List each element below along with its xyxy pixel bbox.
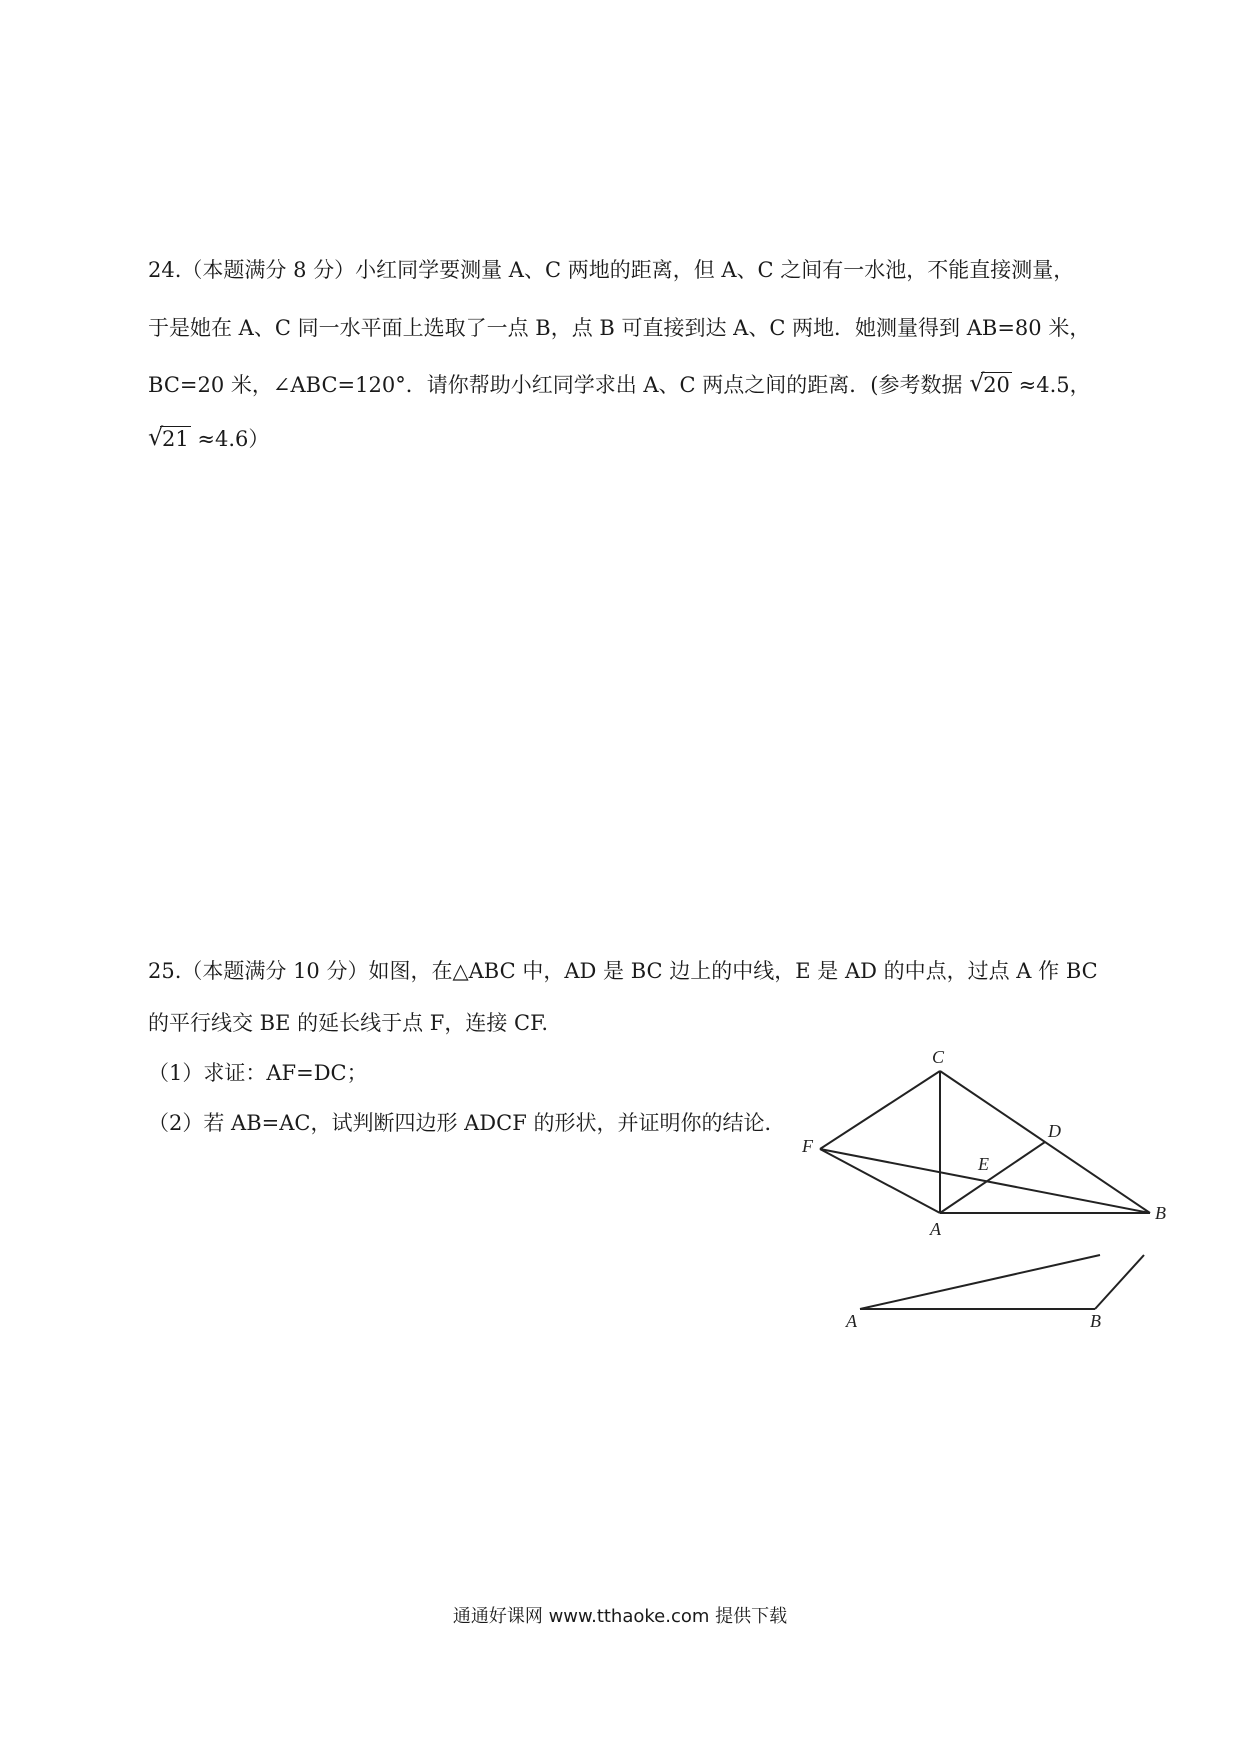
label-F: F xyxy=(802,1136,813,1156)
label-A: A xyxy=(930,1219,941,1239)
label-B: B xyxy=(1155,1203,1166,1223)
label-A-lower: A xyxy=(846,1311,857,1330)
label-E: E xyxy=(978,1154,989,1174)
sqrt-20-radicand: 20 xyxy=(983,373,1010,397)
q24-line-1: 24.（本题满分 8 分）小红同学要测量 A、C 两地的距离，但 A、C 之间有一水池，不能直接测量， xyxy=(148,258,1075,282)
sqrt-21-radicand: 21 xyxy=(162,427,189,451)
q24-line-3-approx: ≈4.5， xyxy=(1018,373,1091,397)
q25-line-2: 的平行线交 BE 的延长线于点 F，连接 CF. xyxy=(148,1011,549,1035)
segment-lower-right xyxy=(1095,1255,1144,1309)
segment-AD xyxy=(940,1142,1045,1213)
label-C: C xyxy=(932,1047,945,1067)
q24-line-4 xyxy=(148,424,269,454)
q24-line-4-approx: ≈4.6） xyxy=(197,427,270,451)
label-D: D xyxy=(1048,1121,1061,1141)
q24-line-2: 于是她在 A、C 同一水平面上选取了一点 B，点 B 可直接到达 A、C 两地．她测量得到 AB=80 米， xyxy=(148,316,1091,340)
label-B-lower: B xyxy=(1090,1311,1101,1330)
q25-part-2: （2）若 AB=AC，试判断四边形 ADCF 的形状，并证明你的结论． xyxy=(148,1111,786,1135)
segment-FA xyxy=(820,1149,940,1213)
q25-part-1: （1）求证：AF=DC； xyxy=(148,1061,368,1085)
geometry-figure xyxy=(800,1045,1190,1330)
q24-line-3-text: BC=20 米，∠ABC=120°．请你帮助小红同学求出 A、C 两点之间的距离．(参考数据 xyxy=(148,373,963,397)
q25-line-1: 25.（本题满分 10 分）如图，在△ABC 中，AD 是 BC 边上的中线，E 是 AD 的中点，过点 A 作 BC xyxy=(148,959,1098,983)
segment-CF xyxy=(820,1071,940,1149)
segment-lower-slant xyxy=(860,1255,1100,1309)
page-footer: 通通好课网 www.tthaoke.com 提供下载 xyxy=(452,1606,788,1627)
q24-line-3 xyxy=(148,370,1091,400)
sqrt-20: √ 20 xyxy=(969,369,1010,397)
sqrt-21: √ 21 xyxy=(148,423,189,451)
